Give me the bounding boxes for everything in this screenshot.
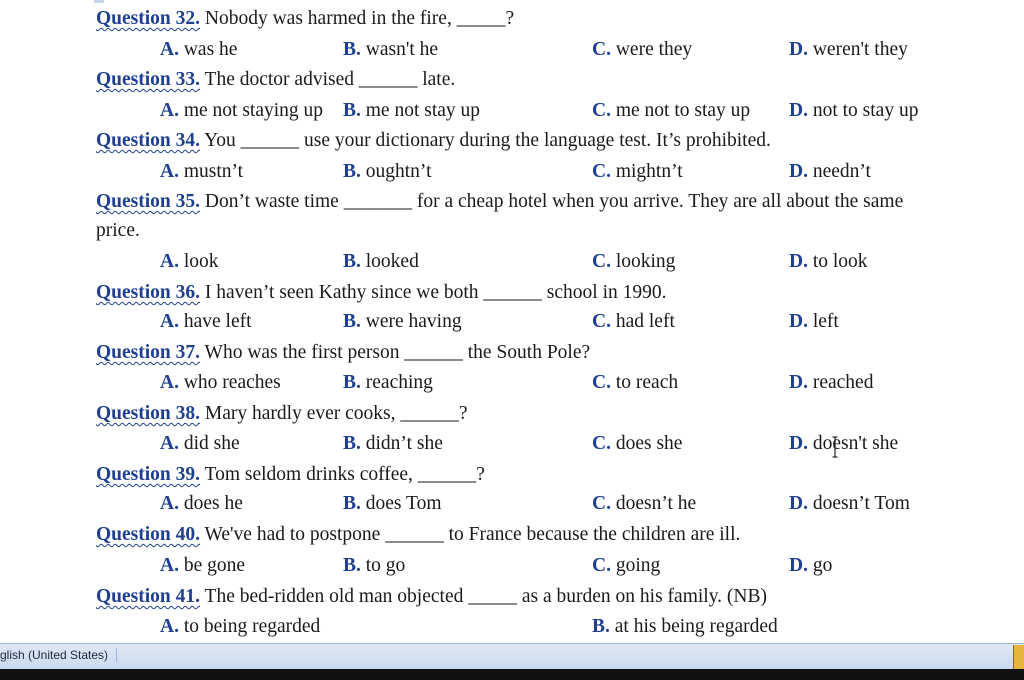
language-indicator[interactable]: glish (United States) xyxy=(0,648,117,662)
text-cursor-icon xyxy=(832,436,838,458)
question-label: Question 40. xyxy=(96,524,201,545)
question-label: Question 37. xyxy=(96,342,201,363)
option-c: C. me not to stay up xyxy=(592,100,751,121)
option-c: C. does she xyxy=(592,433,683,454)
option-a: A. who reaches xyxy=(160,372,281,393)
option-d: D. weren't they xyxy=(789,39,908,60)
option-c: C. mightn’t xyxy=(592,161,683,182)
question-text: Who was the first person ______ the South Pole? xyxy=(200,342,591,363)
question-label: Question 35. xyxy=(96,191,201,212)
question-41 xyxy=(96,586,767,608)
question-label: Question 33. xyxy=(96,69,201,90)
option-d: D. doesn’t Tom xyxy=(789,493,910,514)
question-32 xyxy=(96,8,514,30)
question-continuation: price. xyxy=(96,220,140,241)
question-text: Tom seldom drinks coffee, ______? xyxy=(200,464,485,485)
option-b: B. at his being regarded xyxy=(592,616,778,637)
option-c: C. were they xyxy=(592,39,693,60)
question-40 xyxy=(96,524,740,546)
option-d: D. not to stay up xyxy=(789,100,919,121)
question-text: The doctor advised ______ late. xyxy=(200,69,456,90)
option-a: A. me not staying up xyxy=(160,100,324,121)
option-b: B. reaching xyxy=(343,372,433,393)
option-a: A. did she xyxy=(160,433,240,454)
option-c: C. doesn’t he xyxy=(592,493,697,514)
question-text: We've had to postpone ______ to France because the children are ill. xyxy=(200,524,741,545)
question-36 xyxy=(96,282,666,304)
question-38 xyxy=(96,403,468,425)
question-text: Don’t waste time _______ for a cheap hotel when you arrive. They are all about the same xyxy=(200,191,904,212)
option-a: A. have left xyxy=(160,311,252,332)
question-text: The bed-ridden old man objected _____ as a burden on his family. (NB) xyxy=(200,586,768,607)
option-d: D. to look xyxy=(789,251,868,272)
option-b: B. to go xyxy=(343,555,406,576)
question-39 xyxy=(96,464,485,486)
question-label: Question 32. xyxy=(96,8,201,29)
option-c: C. to reach xyxy=(592,372,679,393)
option-b: B. oughtn’t xyxy=(343,161,432,182)
option-a: A. to being regarded xyxy=(160,616,321,637)
taskbar-edge xyxy=(0,669,1024,680)
option-a: A. was he xyxy=(160,39,238,60)
option-d: D. go xyxy=(789,555,833,576)
option-d: D. left xyxy=(789,311,839,332)
option-d: D. doesn't she xyxy=(789,433,899,454)
question-label: Question 38. xyxy=(96,403,201,424)
question-37 xyxy=(96,342,590,364)
option-d: D. reached xyxy=(789,372,874,393)
question-label: Question 34. xyxy=(96,130,201,151)
option-b: B. looked xyxy=(343,251,419,272)
zoom-slider-handle[interactable] xyxy=(1013,645,1024,669)
option-b: B. didn’t she xyxy=(343,433,443,454)
option-a: A. look xyxy=(160,251,219,272)
question-text: Mary hardly ever cooks, ______? xyxy=(200,403,468,424)
question-text: Nobody was harmed in the fire, _____? xyxy=(200,8,515,29)
question-label: Question 39. xyxy=(96,464,201,485)
option-b: B. me not stay up xyxy=(343,100,481,121)
question-33 xyxy=(96,69,455,91)
option-a: A. mustn’t xyxy=(160,161,244,182)
option-c: C. going xyxy=(592,555,661,576)
option-a: A. does he xyxy=(160,493,243,514)
ruler-marker xyxy=(94,0,104,3)
question-34 xyxy=(96,130,771,152)
question-label: Question 36. xyxy=(96,282,201,303)
question-text: You ______ use your dictionary during the language test. It’s prohibited. xyxy=(200,130,771,151)
question-text: I haven’t seen Kathy since we both ______ school in 1990. xyxy=(200,282,667,303)
question-35 xyxy=(96,191,903,213)
option-b: B. does Tom xyxy=(343,493,442,514)
option-d: D. needn’t xyxy=(789,161,871,182)
status-bar xyxy=(0,643,1024,670)
option-a: A. be gone xyxy=(160,555,246,576)
option-b: B. were having xyxy=(343,311,462,332)
question-label: Question 41. xyxy=(96,586,201,607)
option-c: C. had left xyxy=(592,311,675,332)
option-b: B. wasn't he xyxy=(343,39,439,60)
option-c: C. looking xyxy=(592,251,676,272)
